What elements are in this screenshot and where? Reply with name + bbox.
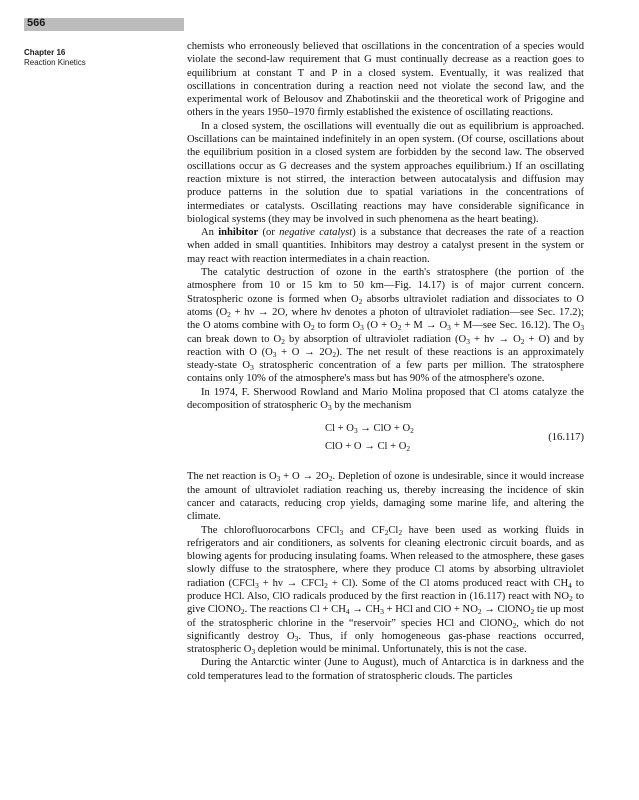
page-number: 566 — [27, 17, 46, 29]
chapter-label: Chapter 16 — [24, 48, 66, 57]
equation-line-2: ClO + $O \to Cl + O_2$ — [325, 441, 411, 454]
paragraph-antarctic-winter: During the Antarctic winter (June to August), much of Antarctica is in darkness and the cold temperatures lead to the formation of stratospheric clouds. The particles — [187, 657, 584, 682]
paragraph-net-reaction: The net reaction is $O_3 + O \to 2O_2$. Depletion of ozone is undesirable, since it would increase the amount of ultraviolet radiation reaching us, thereby increasing the incidence of skin cancer and cataracts, reducing crop yields, damaging some marine life, and altering the climate. — [187, 471, 585, 523]
chapter-title: Reaction Kinetics — [24, 58, 86, 67]
paragraph-ozone-destruction: The catalytic destruction of ozone in the earth's stratosphere (the portion of the atmosphere from 10 or 15 km to 50 km—Fig. 14.17) is of major current concern. Stratospheric ozone is formed when $O_2$ absorbs ultraviolet radiation and dissociates to O atoms ($O_2 + h\nu \to 2O$, where hν denotes a photon of ultraviolet radiation—see Sec. 17.2); the O atoms combine with $O_2$ to form $O_3$ ($O + O_2 + M \to O_3$ + M—see Sec. 16.12). The $O_3$ can break down to $O_2$ by absorption of ultraviolet radiation $(O_3 + h\nu \to O_2 + O)$ and by reaction with O $(O_3 + O \to 2O_2)$. The net result of these reactions is an approximately steady-state $O_3$ stratospheric concentration of a few parts per million. The stratosphere contains only 10% of the atmosphere's mass but has 90% of the atmosphere's ozone. — [187, 267, 585, 385]
equation-16-117 — [187, 422, 584, 460]
term-negative-catalyst: negative catalyst — [279, 227, 353, 239]
body-text — [187, 40, 584, 683]
paragraph-inhibitor: An inhibitor (or negative catalyst) is a substance that decreases the rate of a reaction when added in small quantities. Inhibitors may destroy a catalyst present in the system or may react with reaction intermediates in a chain reaction. — [187, 227, 585, 265]
page-number-tab — [24, 18, 184, 31]
paragraph-rowland-molina: In 1974, F. Sherwood Rowland and Mario Molina proposed that Cl atoms catalyze the decomposition of stratospheric $O_3$ by the mechanism — [187, 386, 584, 413]
paragraph-chlorofluorocarbons: The chlorofluorocarbons CFCl$_3$ and $CF_2Cl_2$ have been used as working fluids in refrigerators and air conditioners, as solvents for cleaning electronic circuit boards, and as blowing agents for producing insulating foams. When released to the atmosphere, these gases slowly diffuse to the stratosphere, where they produce Cl atoms by absorbing ultraviolet radiation (CFCl$_3$ + hν → CFCl$_2$ + Cl). Some of the Cl atoms produced react with $CH_4$ to produce HCl. Also, ClO radicals produced by the first reaction in (16.117) react with $NO_2$ to give ClONO$_2$. The reactions $Cl + CH_4 \to CH_3$ + HCl and ClO + $NO_2$ → ClONO$_2$ tie up most of the stratospheric chlorine in the “reservoir” species HCl and ClONO$_2$, which do not significantly destroy $O_3$. Thus, if only homogeneous gas-phase reactions occurred, stratospheric $O_3$ depletion would be minimal. Unfortunately, this is not the case. — [187, 524, 585, 657]
term-inhibitor: inhibitor — [218, 227, 259, 239]
equation-line-1: $Cl + O_3$ → ClO + $O_2$ — [325, 423, 414, 436]
paragraph-closed-system: In a closed system, the oscillations will eventually die out as equilibrium is approached. Oscillations can be maintained indefinitely in an open system. (Of course, oscillations about the equilibrium position in a closed system are forbidden by the second law. The observed oscillations occur as G decreases and the system approaches equilibrium.) If an oscillating reaction mixture is not stirred, the interaction between autocatalysis and diffusion may produce patterns in the solution due to spatial variations in the concentrations of intermediates or catalysts. Oscillating reactions may have considerable significance in biological systems (they may be involved in such phenomena as the heart beating). — [187, 120, 584, 225]
paragraph-oscillations-history: chemists who erroneously believed that oscillations in the concentration of a species would violate the second-law requirement that G must continually decrease as a reaction goes to equilibrium at constant T and P in a closed system. Eventually, it was realized that oscillations in concentration during a reaction need not violate the second law, and the experimental work of Belousov and Zhabotinskii and the theoretical work of Prigogine and others in the years 1950–1970 firmly established the existence of oscillating reactions. — [187, 41, 584, 119]
equation-number: (16.117) — [548, 432, 584, 444]
